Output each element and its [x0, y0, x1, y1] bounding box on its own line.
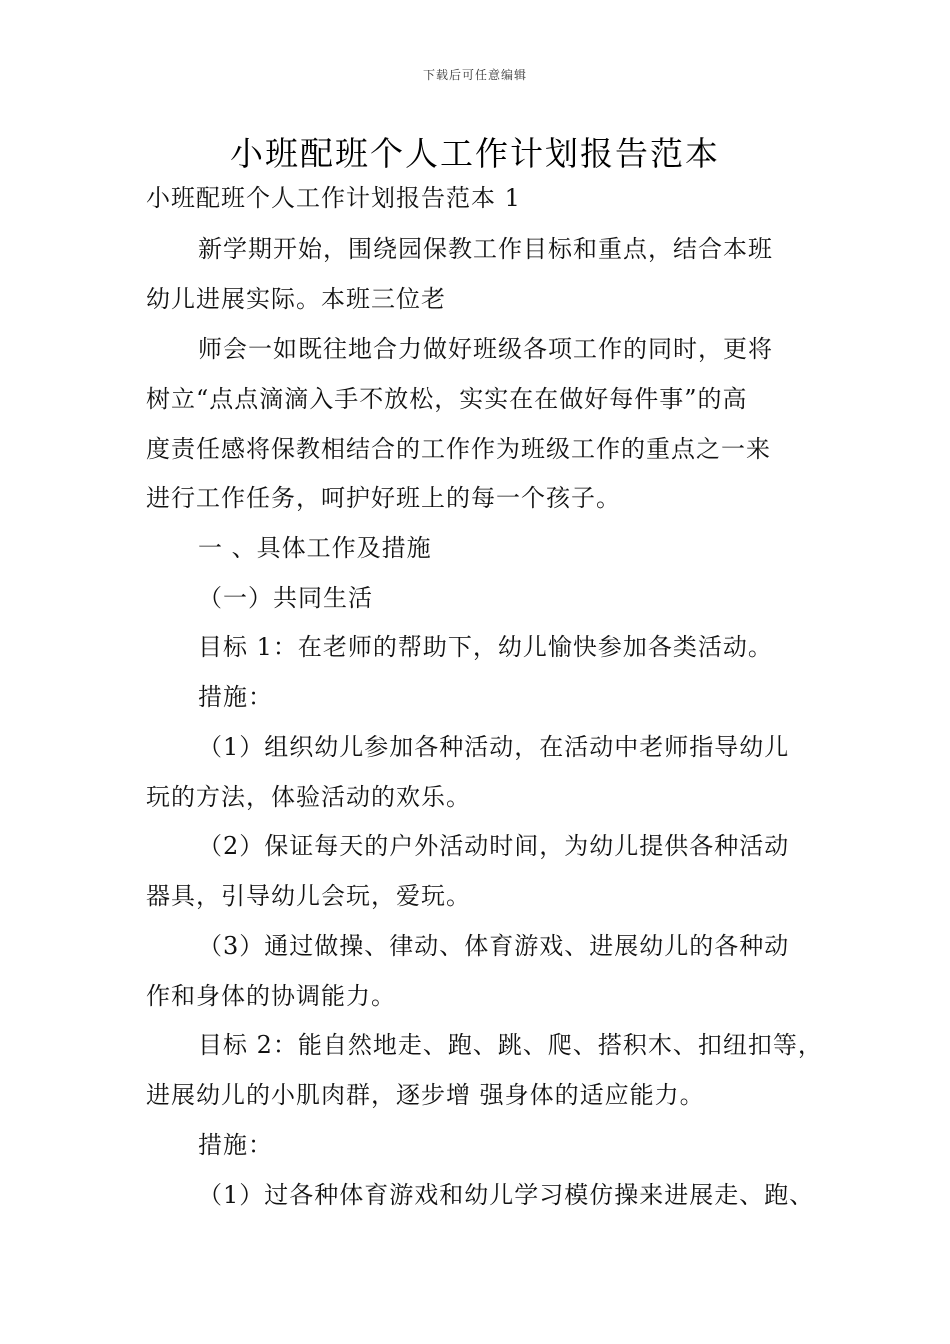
list-item-line: （1）过各种体育游戏和幼儿学习模仿操来进展走、跑、 [198, 1181, 815, 1209]
section-heading: 小班配班个人工作计划报告范本 1 [146, 184, 521, 212]
goal-line: 进展幼儿的小肌肉群，逐步增 强身体的适应能力。 [146, 1081, 705, 1109]
goal-line: 目标 1：在老师的帮助下，幼儿愉快参加各类活动。 [198, 633, 773, 661]
paragraph-line: 新学期开始，围绕园保教工作目标和重点，结合本班 [198, 235, 773, 263]
paragraph-line: 师会一如既往地合力做好班级各项工作的同时，更将 [198, 335, 773, 363]
paragraph-line: 度责任感将保教相结合的工作作为班级工作的重点之一来 [146, 435, 771, 463]
paragraph-line: 进行工作任务，呵护好班上的每一个孩子。 [146, 484, 621, 512]
subheading: （一）共同生活 [198, 584, 373, 612]
list-item-line: 器具，引导幼儿会玩，爱玩。 [146, 882, 471, 910]
list-item-line: （2）保证每天的户外活动时间，为幼儿提供各种活动 [198, 832, 790, 860]
header-note: 下载后可任意编辑 [422, 68, 527, 82]
list-item-line: 玩的方法，体验活动的欢乐。 [146, 783, 471, 811]
goal-line: 目标 2：能自然地走、跑、跳、爬、搭积木、扣纽扣等， [198, 1031, 823, 1059]
list-item-line: （1）组织幼儿参加各种活动，在活动中老师指导幼儿 [198, 733, 790, 761]
measures-label: 措施： [198, 683, 273, 711]
measures-label: 措施： [198, 1131, 273, 1159]
document-title: 小班配班个人工作计划报告范本 [230, 134, 720, 173]
list-item-line: （3）通过做操、律动、体育游戏、进展幼儿的各种动 [198, 932, 790, 960]
subheading: 一 、具体工作及措施 [198, 534, 432, 562]
paragraph-line: 幼儿进展实际。本班三位老 [146, 285, 446, 313]
paragraph-line: 树立“点点滴滴入手不放松，实实在在做好每件事”的高 [146, 385, 748, 413]
list-item-line: 作和身体的协调能力。 [146, 982, 396, 1010]
